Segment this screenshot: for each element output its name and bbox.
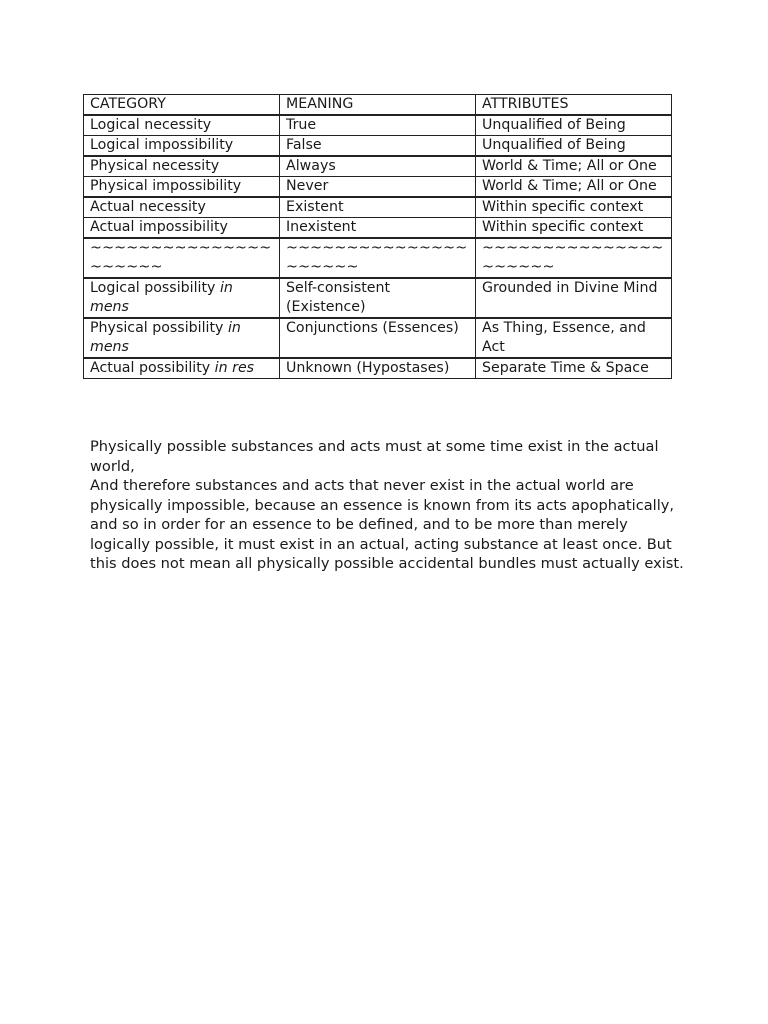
category-table xyxy=(83,94,672,379)
cell-category: Logical impossibility xyxy=(84,136,280,157)
category-text: Logical possibility xyxy=(90,280,220,296)
table-row xyxy=(84,318,672,358)
table-row xyxy=(84,278,672,318)
header-category: CATEGORY xyxy=(84,95,280,116)
category-italic: in res xyxy=(214,360,255,376)
table-row xyxy=(84,197,672,218)
cell-meaning: Unknown (Hypostases) xyxy=(280,358,476,379)
cell-attributes: As Thing, Essence, and Act xyxy=(476,318,672,358)
cell-category: Actual necessity xyxy=(84,197,280,218)
cell-meaning: ~~~~~~~~~~~~~~~~~~~~~ xyxy=(280,238,476,278)
paragraph: And therefore substances and acts that never exist in the actual world are physically impossible, because an essence is known from its acts apophatically, and so in order for an essence to be defined, and to be more than merely logically possible, it must exist in an actual, acting substance at least once. But this does not mean all physically possible accidental bundles must actually exist. xyxy=(90,477,684,572)
table-row xyxy=(84,156,672,177)
table-row xyxy=(84,358,672,379)
cell-meaning: Existent xyxy=(280,197,476,218)
cell-category: Physical necessity xyxy=(84,156,280,177)
cell-attributes: Separate Time & Space xyxy=(476,358,672,379)
table-row xyxy=(84,115,672,136)
header-attributes: ATTRIBUTES xyxy=(476,95,672,116)
cell-category: Logical necessity xyxy=(84,115,280,136)
cell-category: Physical impossibility xyxy=(84,177,280,198)
cell-attributes: Grounded in Divine Mind xyxy=(476,278,672,318)
cell-category: Actual impossibility xyxy=(84,218,280,239)
table-row xyxy=(84,136,672,157)
cell-meaning: Always xyxy=(280,156,476,177)
table-row-separator xyxy=(84,238,672,278)
category-italic: in mens xyxy=(90,280,233,315)
category-text: Physical possibility xyxy=(90,320,228,336)
cell-attributes: World & Time; All or One xyxy=(476,177,672,198)
cell-category xyxy=(84,318,280,358)
category-text: Actual possibility xyxy=(90,360,215,376)
table-header-row xyxy=(84,95,672,116)
cell-meaning: Conjunctions (Essences) xyxy=(280,318,476,358)
cell-attributes: Unqualified of Being xyxy=(476,136,672,157)
cell-attributes: Within specific context xyxy=(476,218,672,239)
cell-attributes: World & Time; All or One xyxy=(476,156,672,177)
cell-category xyxy=(84,358,280,379)
paragraph: Physically possible substances and acts must at some time exist in the actual world, xyxy=(90,438,659,475)
category-italic: in mens xyxy=(90,320,241,355)
cell-meaning: Inexistent xyxy=(280,218,476,239)
cell-attributes: ~~~~~~~~~~~~~~~~~~~~~ xyxy=(476,238,672,278)
cell-attributes: Unqualified of Being xyxy=(476,115,672,136)
body-text xyxy=(90,437,690,574)
table-row xyxy=(84,177,672,198)
header-meaning: MEANING xyxy=(280,95,476,116)
cell-meaning: Never xyxy=(280,177,476,198)
cell-category: ~~~~~~~~~~~~~~~~~~~~~ xyxy=(84,238,280,278)
cell-meaning: True xyxy=(280,115,476,136)
table-row xyxy=(84,218,672,239)
cell-category xyxy=(84,278,280,318)
cell-meaning: False xyxy=(280,136,476,157)
cell-attributes: Within specific context xyxy=(476,197,672,218)
cell-meaning: Self-consistent (Existence) xyxy=(280,278,476,318)
